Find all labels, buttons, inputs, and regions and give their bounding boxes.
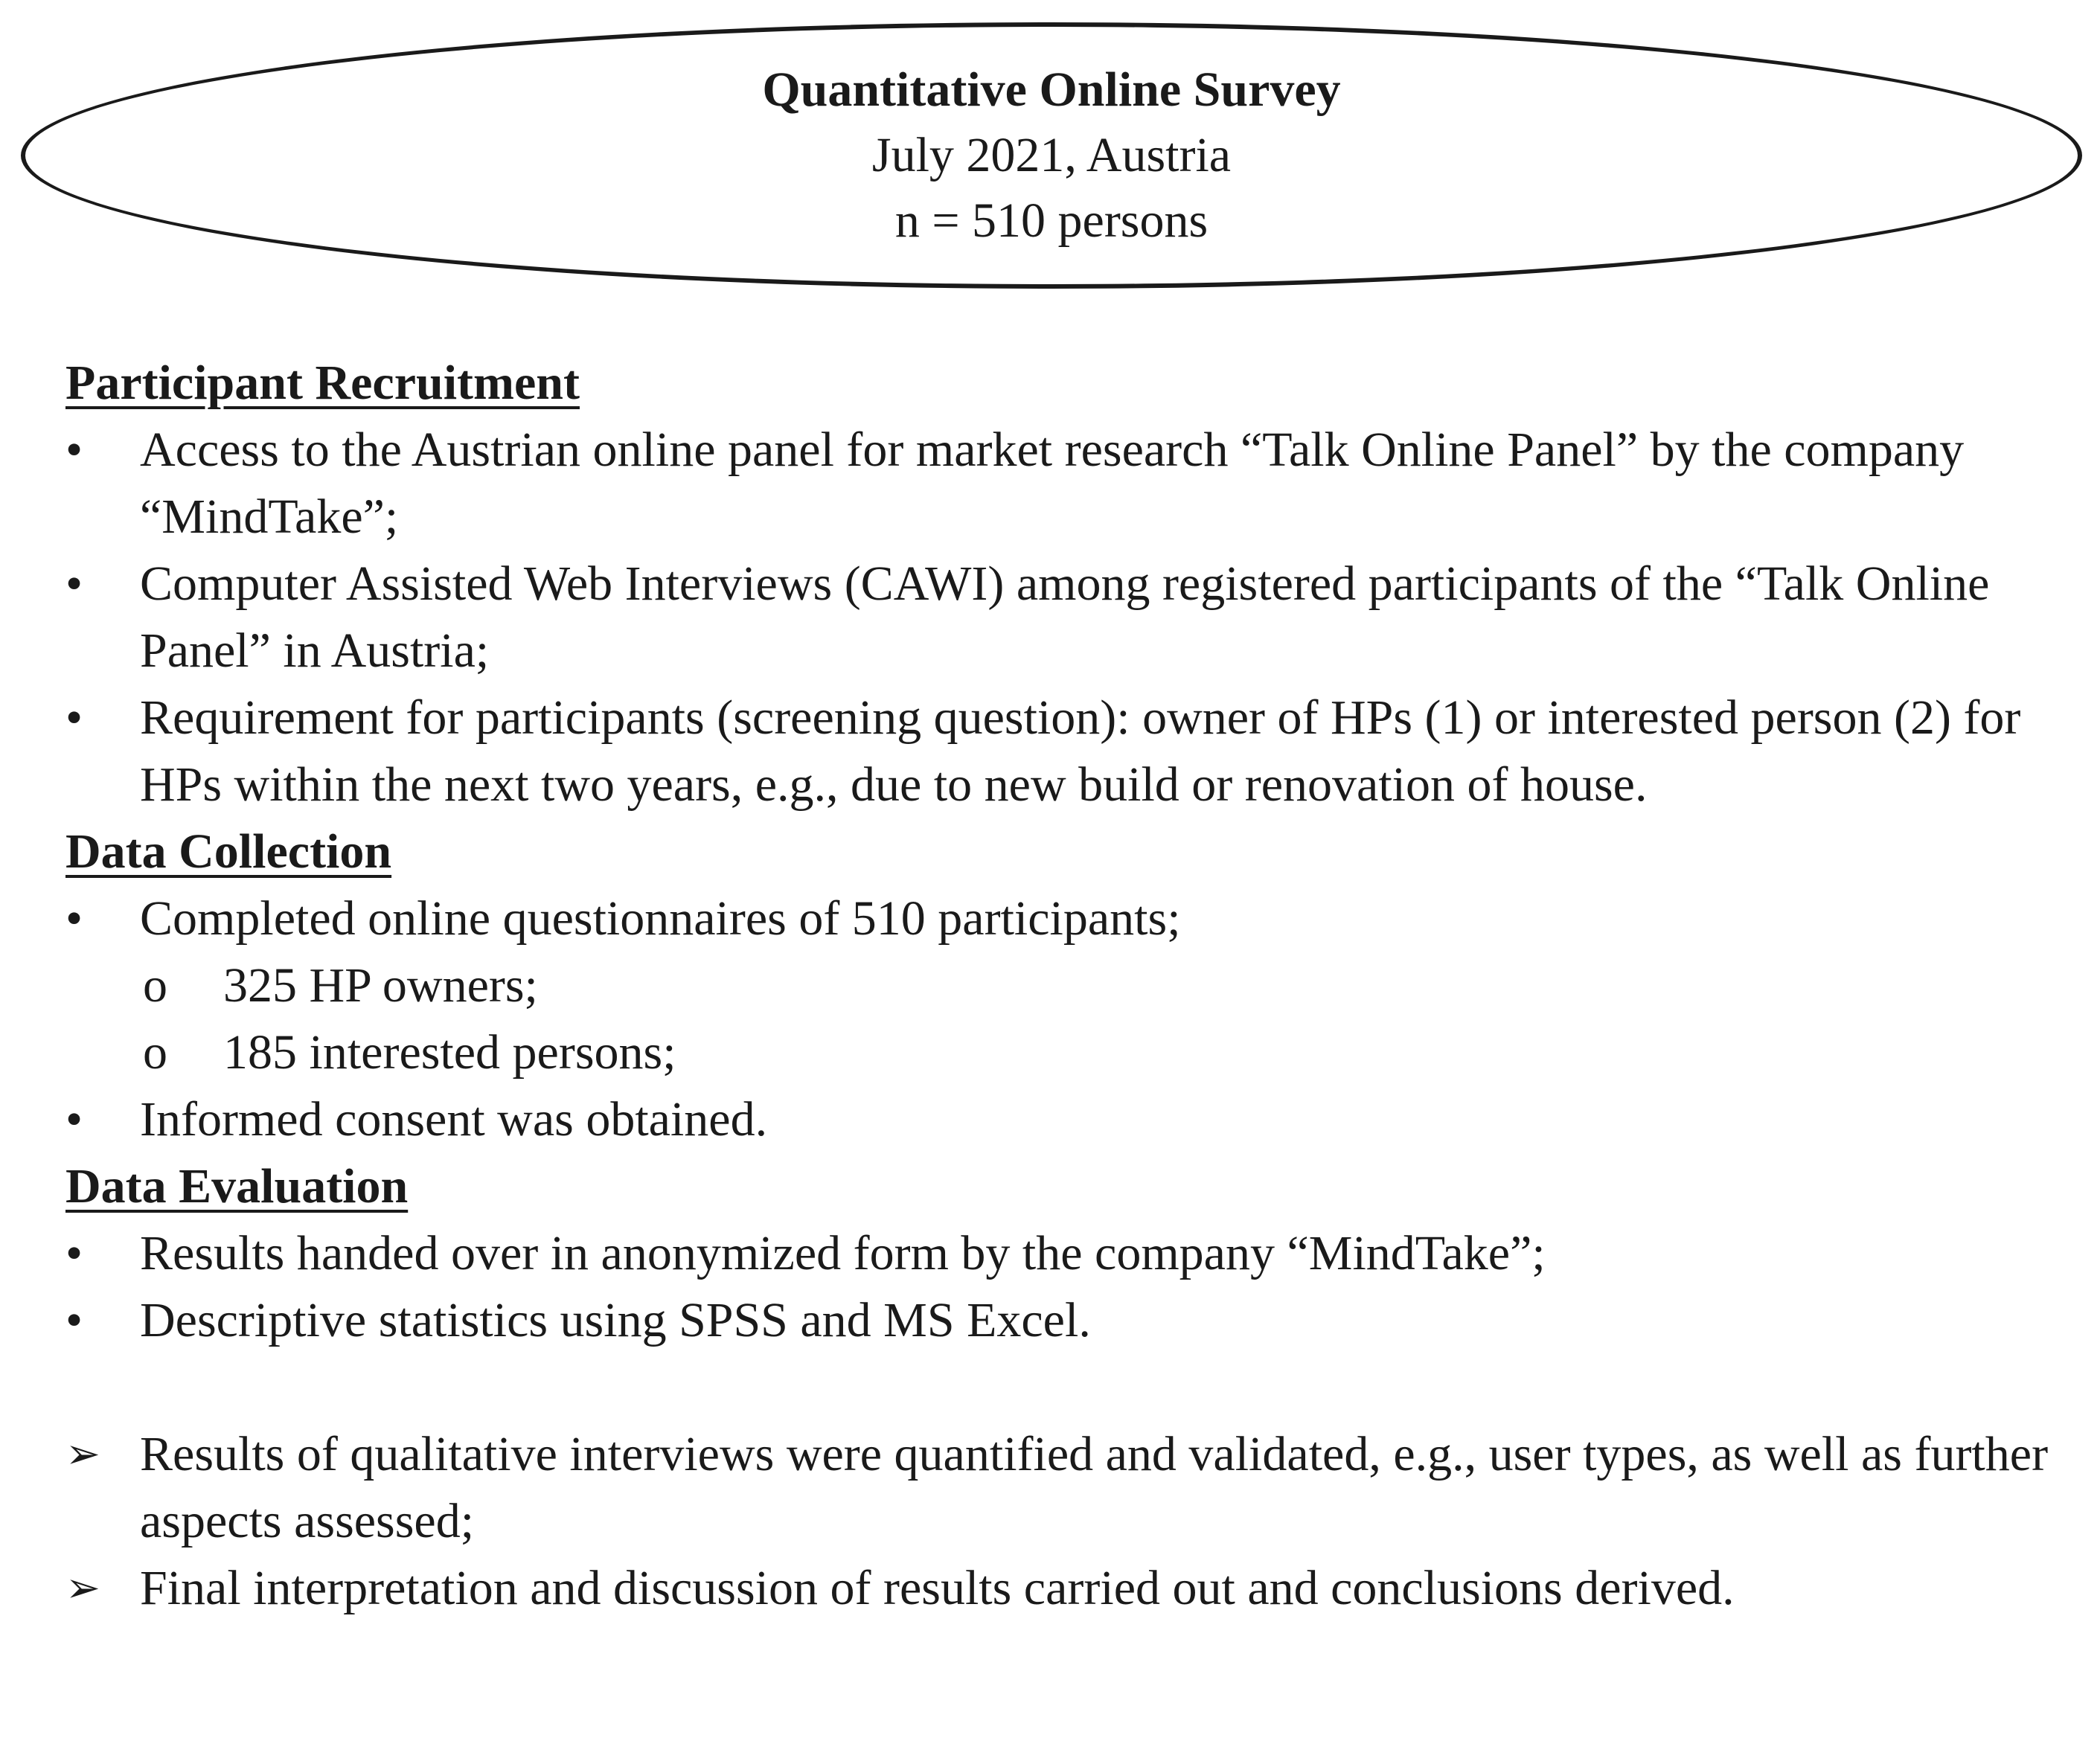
- sub-list-item: [65, 1019, 2075, 1086]
- survey-details: [65, 350, 2075, 1622]
- list-item: [65, 1086, 2075, 1153]
- conclusions-list: [65, 1421, 2075, 1622]
- list-item: [65, 551, 2075, 684]
- circle-bullet-icon: o: [143, 1025, 167, 1080]
- bullet-icon: •: [65, 557, 83, 611]
- survey-date-location: July 2021, Austria: [871, 128, 1232, 182]
- list-item-text: Descriptive statistics using SPSS and MS Excel.: [140, 1293, 1091, 1347]
- list-item: [65, 417, 2075, 551]
- conclusion-text: Results of qualitative interviews were quantified and validated, e.g., user types, as well as further aspects assessed;: [140, 1427, 2049, 1548]
- bullet-icon: •: [65, 1226, 83, 1280]
- conclusion-text: Final interpretation and discussion of results carried out and conclusions derived.: [140, 1561, 1735, 1615]
- survey-header-ellipse: [21, 22, 2082, 289]
- section-heading-data-evaluation: Data Evaluation: [65, 1159, 409, 1213]
- bullet-icon: •: [65, 1293, 83, 1347]
- list-item: [65, 684, 2075, 818]
- participant-recruitment-list: [65, 417, 2075, 818]
- list-item-text: Access to the Austrian online panel for market research “Talk Online Panel” by the company “MindTake”;: [140, 423, 1965, 544]
- list-item: [65, 1287, 2075, 1354]
- list-item: [65, 885, 2075, 952]
- bullet-icon: •: [65, 423, 83, 477]
- section-heading-data-collection: Data Collection: [65, 824, 392, 879]
- arrow-bullet-icon: ➢: [65, 1430, 100, 1478]
- conclusion-item: [65, 1421, 2075, 1555]
- section-heading-participant-recruitment: Participant Recruitment: [65, 356, 580, 410]
- bullet-icon: •: [65, 1092, 83, 1146]
- list-item-text: Requirement for participants (screening question): owner of HPs (1) or interested person (2) for HPs within the next two years, e.g., due to new build or renovation of house.: [140, 690, 2021, 812]
- list-item-text: Results handed over in anonymized form by the company “MindTake”;: [140, 1226, 1546, 1280]
- bullet-icon: •: [65, 690, 83, 745]
- circle-bullet-icon: o: [143, 958, 167, 1013]
- sub-list-item: [65, 952, 2075, 1019]
- data-evaluation-list: [65, 1220, 2075, 1354]
- list-item-text: 325 HP owners;: [223, 958, 538, 1013]
- survey-sample-size: n = 510 persons: [894, 193, 1209, 248]
- list-item-text: Completed online questionnaires of 510 participants;: [140, 891, 1181, 946]
- conclusion-item: [65, 1555, 2075, 1622]
- arrow-bullet-icon: ➢: [65, 1564, 100, 1612]
- bullet-icon: •: [65, 891, 83, 946]
- list-item-text: Computer Assisted Web Interviews (CAWI) among registered participants of the “Talk Online Panel” in Austria;: [140, 557, 1990, 678]
- list-item-text: Informed consent was obtained.: [140, 1092, 768, 1146]
- survey-title: Quantitative Online Survey: [762, 62, 1341, 117]
- list-item: [65, 1220, 2075, 1287]
- list-item-text: 185 interested persons;: [223, 1025, 676, 1080]
- data-collection-list: [65, 885, 2075, 1153]
- spacer: [65, 1354, 2075, 1421]
